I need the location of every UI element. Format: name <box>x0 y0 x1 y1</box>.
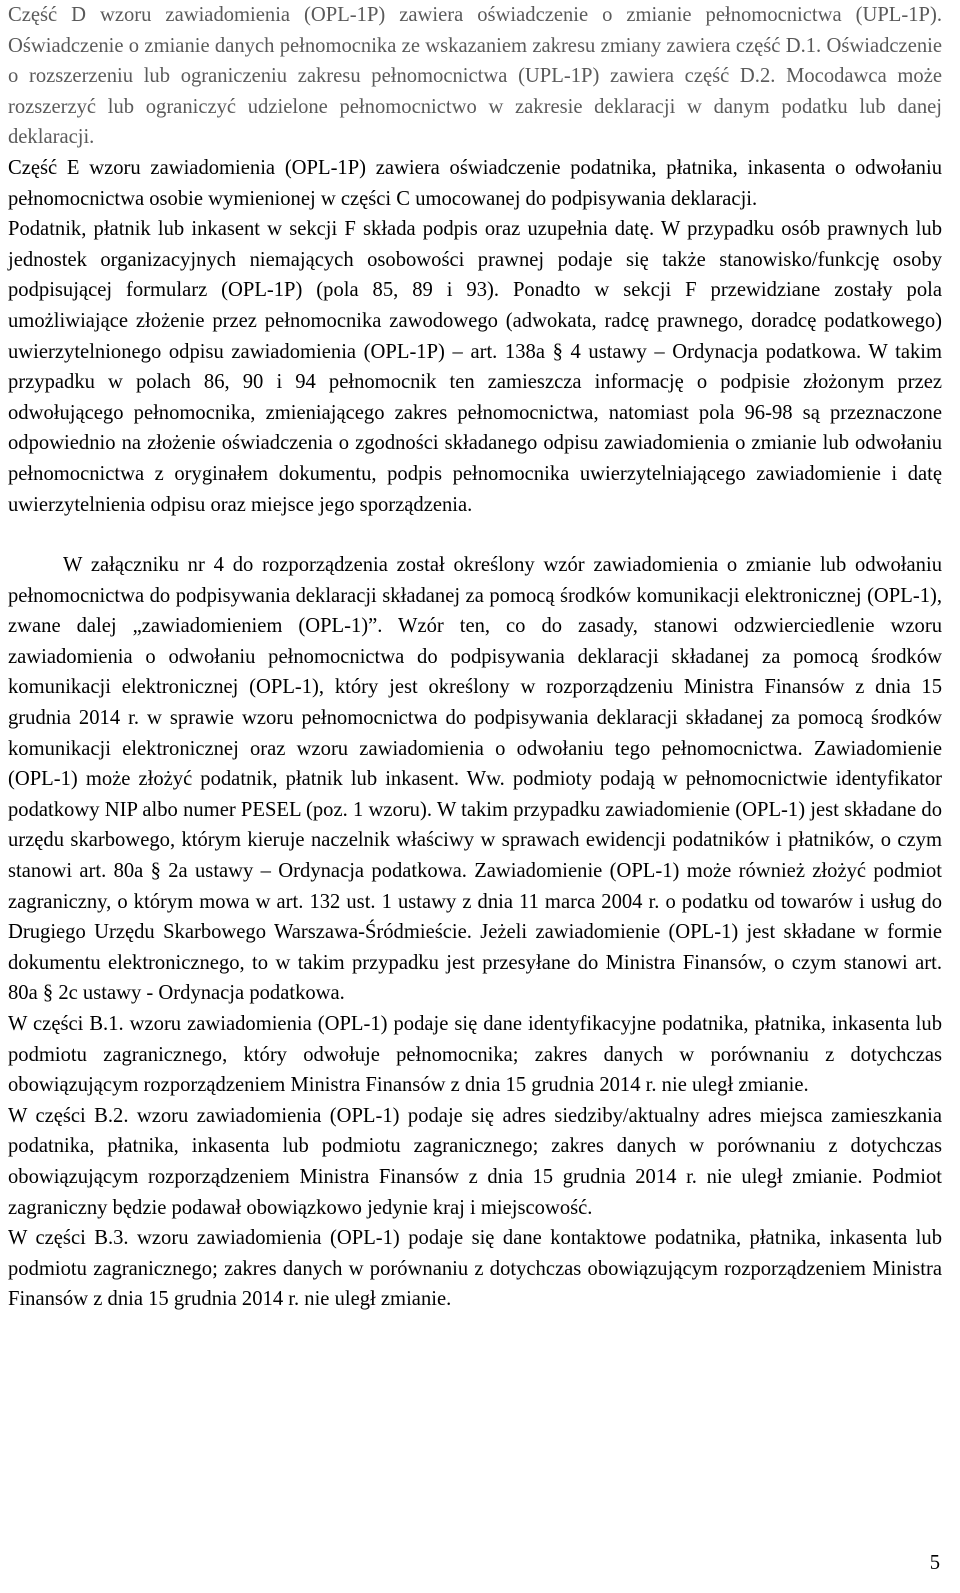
paragraph-part-d <box>8 0 942 153</box>
paragraph-section-f: Podatnik, płatnik lub inkasent w sekcji F składa podpis oraz uzupełnia datę. W przypadku osób prawnych lub jednostek organizacyjnych niemających osobowości prawnej podaje się także stanowisko/funkcję osoby podpisującej formularz (OPL-1P) (pola 85, 89 i 93). Ponadto w sekcji F przewidziane zostały pola umożliwiające złożenie przez pełnomocnika zawodowego (adwokata, radcę prawnego, doradcę podatkowego) uwierzytelnionego odpisu zawiadomienia (OPL-1P) – art. 138a § 4 ustawy – Ordynacja podatkowa. W takim przypadku w polach 86, 90 i 94 pełnomocnik ten zamieszcza informację o podpisie złożonym przez odwołującego pełnomocnika, zmieniającego zakres pełnomocnictwa, natomiast pola 96-98 są przeznaczone odpowiednio na złożenie oświadczenia o zgodności składanego odpisu zawiadomienia o zmianie lub odwołaniu pełnomocnictwa z oryginałem dokumentu, podpis pełnomocnika uwierzytelniającego zawiadomienie i datę uwierzytelnienia odpisu oraz miejsce jego sporządzenia. <box>8 218 942 516</box>
paragraph-part-e: Część E wzoru zawiadomienia (OPL-1P) zawiera oświadczenie podatnika, płatnika, inkasenta o odwołaniu pełnomocnictwa osobie wymienionej w części C umocowanej do podpisywania deklaracji. <box>8 156 942 210</box>
document-page <box>8 0 942 1315</box>
gray-text-part-d: Część D wzoru zawiadomienia (OPL-1P) zawiera oświadczenie o zmianie pełnomocnictwa (UPL-1P). Oświadczenie o zmianie danych pełnomocnika ze wskazaniem zakresu zmiany zawiera część D.1. Oświadczenie o rozszerzeniu lub ograniczeniu zakresu pełnomocnictwa (UPL-1P) zawiera część D.2. Mocodawca może rozszerzyć lub ograniczyć udzielone pełnomocnictwo w zakresie deklaracji w danym podatku lub danej deklaracji. <box>8 4 942 149</box>
paragraph-spacer <box>8 520 942 550</box>
paragraph-attachment-4: W załączniku nr 4 do rozporządzenia został określony wzór zawiadomienia o zmianie lub odwołaniu pełnomocnictwa do podpisywania deklaracji składanej za pomocą środków komunikacji elektronicznej (OPL-1), zwane dalej „zawiadomieniem (OPL-1)”. Wzór ten, co do zasady, stanowi odzwierciedlenie wzoru zawiadomienia o odwołaniu pełnomocnictwa do podpisywania deklaracji składanej za pomocą środków komunikacji elektronicznej (OPL-1), który jest określony w rozporządzeniu Ministra Finansów z dnia 15 grudnia 2014 r. w sprawie wzoru pełnomocnictwa do podpisywania deklaracji składanej za pomocą środków komunikacji elektronicznej oraz wzoru zawiadomienia o odwołaniu tego pełnomocnictwa. Zawiadomienie (OPL-1) może złożyć podatnik, płatnik lub inkasent. Ww. podmioty podają w pełnomocnictwie identyfikator podatkowy NIP albo numer PESEL (poz. 1 wzoru). W takim przypadku zawiadomienie (OPL-1) jest składane do urzędu skarbowego, którym kieruje naczelnik właściwy w sprawach ewidencji podatników i płatników, o czym stanowi art. 80a § 2a ustawy – Ordynacja podatkowa. Zawiadomienie (OPL-1) może również złożyć podmiot zagraniczny, o którym mowa w art. 132 ust. 1 ustawy z dnia 11 marca 2004 r. o podatku od towarów i usług do Drugiego Urzędu Skarbowego Warszawa-Śródmieście. Jeżeli zawiadomienie (OPL-1) jest składane w formie dokumentu elektronicznego, to w takim przypadku jest przesyłane do Ministra Finansów, o czym stanowi art. 80a § 2c ustawy - Ordynacja podatkowa. <box>8 554 942 1005</box>
paragraph-part-b2: W części B.2. wzoru zawiadomienia (OPL-1) podaje się adres siedziby/aktualny adres miejsca zamieszkania podatnika, płatnika, inkasenta lub podmiotu zagranicznego; zakres danych w porównaniu z dotychczas obowiązującym rozporządzeniem Ministra Finansów z dnia 15 grudnia 2014 r. nie uległ zmianie. Podmiot zagraniczny będzie podawał obowiązkowo jedynie kraj i miejscowość. <box>8 1104 942 1219</box>
paragraph-part-b1: W części B.1. wzoru zawiadomienia (OPL-1) podaje się dane identyfikacyjne podatnika, płatnika, inkasenta lub podmiotu zagranicznego, który odwołuje pełnomocnika; zakres danych w porównaniu z dotychczas obowiązującym rozporządzeniem Ministra Finansów z dnia 15 grudnia 2014 r. nie uległ zmianie. <box>8 1013 942 1097</box>
page-number: 5 <box>929 1552 940 1574</box>
paragraph-part-b3: W części B.3. wzoru zawiadomienia (OPL-1) podaje się dane kontaktowe podatnika, płatnika, inkasenta lub podmiotu zagranicznego; zakres danych w porównaniu z dotychczas obowiązującym rozporządzeniem Ministra Finansów z dnia 15 grudnia 2014 r. nie uległ zmianie. <box>8 1227 942 1311</box>
